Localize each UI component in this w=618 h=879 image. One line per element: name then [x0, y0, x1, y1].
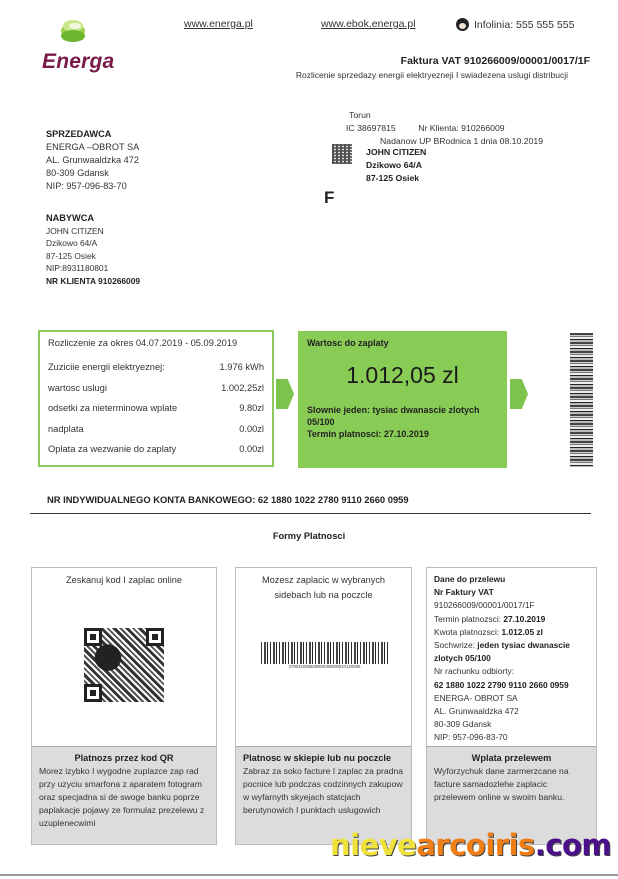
amount-label: Kwota platnozsci:: [434, 626, 502, 637]
amount-in-words: Slownie jeden: tysiac dwanascie zlotych 05/100: [307, 405, 480, 427]
qr-card-title: Platnozs przez kod QR: [74, 753, 174, 763]
mailing-ic: IC 38697815: [346, 122, 396, 133]
recipient-name: ENERGA- OBROT SA: [434, 692, 518, 703]
recipient-nip: NIP: 957-096-83-70: [434, 732, 508, 743]
energa-swirl-icon: [40, 14, 120, 54]
summary-row: [48, 378, 264, 399]
mailing-city: Torun: [349, 110, 371, 120]
words-value: jeden tysiac dwanascie zlotych 05/100: [434, 640, 570, 664]
mail-mark: F: [324, 188, 335, 207]
seller-city: 80-309 Gdansk: [46, 168, 109, 178]
row-value: 1.976 kWh: [219, 362, 264, 373]
seller-heading: SPRZEDAWCA: [46, 129, 112, 139]
row-value: 0.00zl: [239, 444, 264, 455]
watermark-part: nieve: [330, 828, 417, 862]
buyer-name: JOHN CITIZEN: [46, 225, 104, 236]
energa-website-link[interactable]: www.energa.pl: [184, 18, 253, 30]
transfer-card-title: Wplata przelewem: [471, 753, 552, 763]
divider: [30, 513, 591, 514]
barcode-payment-card: [235, 567, 412, 845]
invoice-subtitle: Rozlicenie sprzedazy energii elektryezneji I swiadezena uslugi distribucji: [295, 70, 568, 80]
transfer-payment-card: [426, 567, 597, 845]
barcode-card-title: Platnosc w skiepie lub nu poczcle: [243, 753, 392, 763]
watermark-part: arcoiris: [416, 828, 535, 862]
row-label: odsetki za nieterminowa wplate: [48, 403, 178, 414]
vertical-barcode: [570, 333, 593, 467]
invoice-title: Faktura VAT 910266009/00001/0017/1F: [400, 55, 590, 67]
qr-card-description: [32, 746, 216, 844]
mailing-client: Nr Klienta: 910266009: [418, 122, 505, 133]
invoice-label: Nr Faktury VAT: [434, 587, 494, 598]
payment-methods-title: Formy Platnosci: [272, 531, 346, 541]
infoline: [456, 18, 574, 31]
qr-card-heading: Zeskanuj kod I zaplac online: [66, 575, 182, 585]
due-value: 27.10.2019: [503, 613, 546, 624]
qr-payment-card: [31, 567, 217, 845]
transfer-heading: Dane do przelewu: [434, 574, 506, 584]
summary-row: [48, 357, 264, 378]
recipient-street: AL. Grunwaaldzka 472: [434, 706, 519, 717]
qr-card-text: Morez izybko I wygodne zuplazce zap rad przy uzyciu smarfona z aparatem fotogram oraz specjadna si de swoge banku poprze paplakacje pojawy ze formulaz prezelewu z uzuplenecwimi: [39, 766, 205, 828]
row-value: 0.00zl: [239, 423, 264, 434]
summary-row: [48, 439, 264, 460]
mailing-street: Dzikowo 64/A: [366, 160, 422, 170]
buyer-street: Dzikowo 64/A: [46, 238, 98, 248]
infoline-text: Infolinia: 555 555 555: [474, 18, 575, 31]
recipient-city: 80-309 Gdansk: [434, 719, 492, 730]
row-label: nadplata: [48, 423, 84, 434]
mailing-info: [340, 109, 543, 147]
arrow-right-icon: [510, 379, 528, 409]
watermark: [330, 828, 611, 862]
buyer-block: [46, 212, 140, 287]
transfer-card-text: Wyforzychuk dane zarmerzcane na facture samadozlehe zaplacic przelewem online w swoim banku.: [434, 766, 569, 802]
billing-period: Rozliczenie za okres 04.07.2019 - 05.09.2019: [48, 338, 238, 348]
amount-due-label: Wartosc do zaplaty: [307, 338, 389, 348]
bottom-divider: [0, 874, 618, 876]
qr-finder: [84, 684, 102, 702]
mailing-posted: Nadanow UP BRodnica 1 dnia 08.10.2019: [380, 135, 544, 146]
billing-summary: [38, 330, 274, 467]
bank-account: NR INDYWIDUALNEGO KONTA BANKOWEGO: 62 1880 1022 2780 9110 2660 0959: [47, 494, 409, 505]
qr-finder: [84, 628, 102, 646]
barcode-card-text: Zabraz za soko facture I zaplac za pradna pocnice lub podczas codzinnych zakupow w wyfarnyth skyejach statcjach berutynowich I punktach uslugowich: [243, 766, 404, 815]
arrow-right-icon: [276, 379, 294, 409]
amount-due-box: [298, 331, 507, 468]
account-label: Nr rachunku odbiorty:: [434, 666, 515, 677]
amount-value: 1.012.05 zl: [501, 626, 543, 637]
due-date: Termin platnosci: 27.10.2019: [307, 429, 429, 439]
seller-nip: NIP: 957-096-83-70: [46, 181, 127, 191]
qr-finder: [146, 628, 164, 646]
brand-name: Energa: [42, 50, 115, 73]
datamatrix-code: [332, 144, 352, 164]
due-label: Termin platnozsci:: [434, 613, 504, 624]
account-number: 62 1880 1022 2790 9110 2660 0959: [434, 679, 569, 690]
words-label: Sochwrize:: [434, 640, 478, 651]
buyer-city: 87-125 Osiek: [46, 250, 96, 261]
row-label: Zuziciie energii elektryeznej:: [48, 362, 165, 373]
energa-logo: [40, 14, 120, 74]
mailing-name: JOHN CITIZEN: [366, 147, 427, 157]
transfer-details: [427, 568, 596, 750]
row-value: 1.002,25zl: [221, 382, 264, 393]
seller-name: ENERGA –OBROT SA: [46, 142, 140, 152]
qr-code[interactable]: [84, 628, 164, 702]
support-person-icon: [456, 18, 469, 31]
row-value: 9.80zl: [239, 403, 264, 414]
ebok-website-link[interactable]: www.ebok.energa.pl: [321, 18, 416, 30]
amount-due-value: 1.012,05 zl: [346, 362, 459, 388]
buyer-client-number: NR KLIENTA 910266009: [46, 275, 141, 286]
payment-barcode: [261, 642, 388, 664]
barcode-number: 279011026600903009000010120006: [288, 664, 361, 669]
invoice-number: 910266009/00001/0017/1F: [434, 600, 535, 611]
row-label: Oplata za wezwanie do zaplaty: [48, 444, 177, 455]
seller-street: AL. Grunwaaldzka 472: [46, 155, 139, 165]
buyer-nip: NIP:8931180801: [46, 263, 109, 273]
summary-row: [48, 419, 264, 440]
mailing-address: [366, 146, 426, 185]
row-label: wartosc uslugi: [48, 382, 107, 393]
mailing-city-line: 87-125 Osiek: [366, 173, 420, 183]
buyer-heading: NABYWCA: [46, 213, 94, 223]
summary-row: [48, 398, 264, 419]
barcode-card-heading: Mozesz zaplacic w wybranych sidebach lub na poczcle: [261, 575, 386, 600]
watermark-part: .com: [534, 828, 612, 862]
seller-block: [46, 128, 139, 193]
